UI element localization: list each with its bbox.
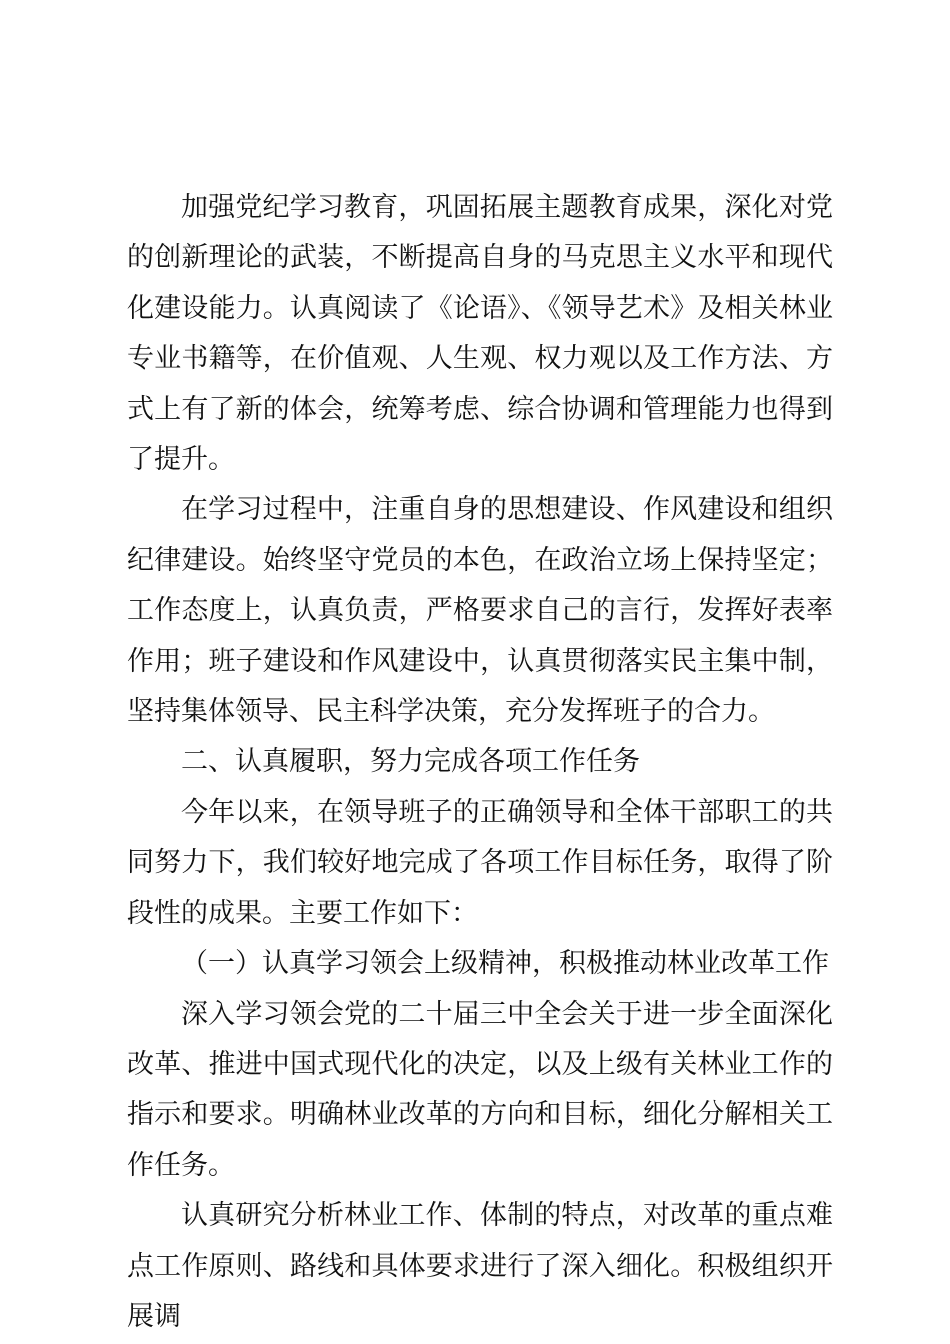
paragraph-achievements: 今年以来，在领导班子的正确领导和全体干部职工的共同努力下，我们较好地完成了各项工作目标任务，取得了阶段性的成果。主要工作如下： bbox=[127, 796, 833, 929]
subsection-heading-reform: （一）认真学习领会上级精神，积极推动林业改革工作 bbox=[181, 948, 829, 980]
paragraph-plenum-study: 深入学习领会党的二十届三中全会关于进一步全面深化改革、推进中国式现代化的决定，以及上级有关林业工作的指示和要求。明确林业改革的方向和目标，细化分解相关工作任务。 bbox=[127, 998, 833, 1181]
paragraph-self-construction: 在学习过程中，注重自身的思想建设、作风建设和组织纪律建设。始终坚守党员的本色，在政治立场上保持坚定；工作态度上，认真负责，严格要求自己的言行，发挥好表率作用；班子建设和作风建设中，认真贯彻落实民主集中制，坚持集体领导、民主科学决策，充分发挥班子的合力。 bbox=[127, 494, 833, 728]
section-heading-duties: 二、认真履职，努力完成各项工作任务 bbox=[181, 746, 640, 778]
paragraph-reform-analysis: 认真研究分析林业工作、体制的特点，对改革的重点难点工作原则、路线和具体要求进行了深入细化。积极组织开展调 bbox=[127, 1200, 833, 1332]
document-body bbox=[127, 183, 833, 1342]
paragraph-party-study: 加强党纪学习教育，巩固拓展主题教育成果，深化对党的创新理论的武装，不断提高自身的马克思主义水平和现代化建设能力。认真阅读了《论语》、《领导艺术》及相关林业专业书籍等，在价值观、人生观、权力观以及工作方法、方式上有了新的体会，统筹考虑、综合协调和管理能力也得到了提升。 bbox=[127, 192, 833, 476]
